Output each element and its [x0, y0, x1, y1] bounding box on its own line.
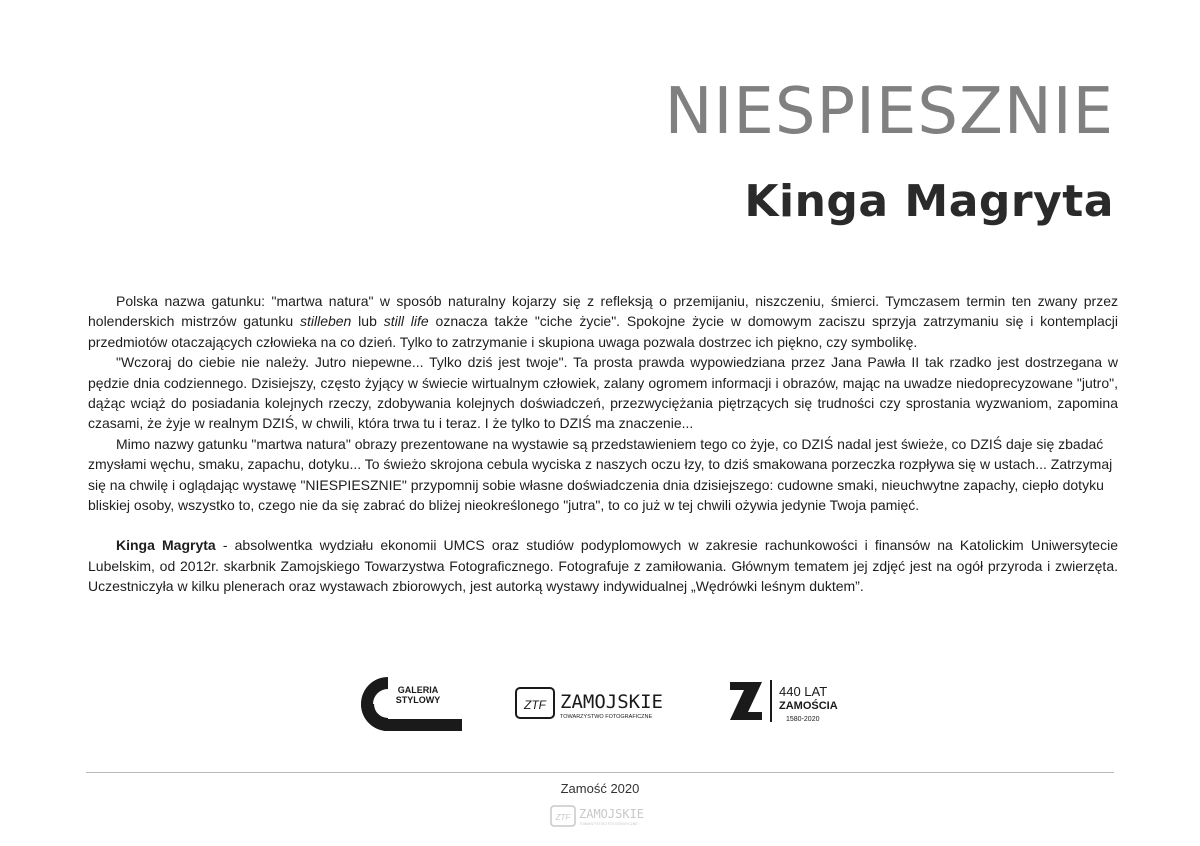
zamosc-line1: 440 LAT	[779, 684, 828, 699]
ztf-logo	[514, 672, 670, 722]
ztf-name: ZAMOJSKIE	[560, 691, 663, 713]
galeria-line1: GALERIA	[397, 685, 439, 695]
galeria-line2: STYLOWY	[395, 695, 441, 705]
author-bio: Kinga Magryta - absolwentka wydziału ekonomii UMCS oraz studiów podyplomowych w zakresie rachunkowości i finansów na Katolickim Uniwersytecie Lubelskim, od 2012r. skarbnik Zamojskiego Towarzystwa Fotograficznego. Fotografuje z zamiłowania. Głównym tematem jej zdjęć jest na ogół przyroda i zwierzęta. Uczestniczyła w kilku plenerach oraz wystawach zbiorowych, jest autorką wystawy indywidualnej „Wędrówki leśnym duktem”.	[88, 537, 1118, 595]
zamosc-440-logo	[728, 672, 848, 728]
footer-divider	[86, 772, 1114, 773]
footer-ztf-sub: TOWARZYSTWO FOTOGRAFICZNE	[579, 822, 638, 826]
partner-logos	[0, 672, 1200, 736]
footer-ztf-name: ZAMOJSKIE	[579, 807, 645, 821]
zamosc-years: 1580-2020	[786, 716, 820, 723]
paragraph-3: Mimo nazwy gatunku "martwa natura" obrazy prezentowane na wystawie są przedstawieniem tego co żyje, co DZIŚ nadal jest świeże, co DZIŚ daje się zbadać zmysłami węchu, smaku, zapachu, dotyku... To świeżo skrojona cebula wyciska z naszych oczu łzy, to dziś smakowana porzeczka rozpływa się w ustach... Zatrzymaj się na chwilę i oglądając wystawę "NIESPIESZNIE" przypomnij sobie własne doświadczenia dnia dzisiejszego: cudowne smaki, nieuchwytne zapachy, ciepło dotyku bliskiej osoby, wszystko to, czego nie da się zabrać do bliżej nieokreślonego "jutra", to co już w tej chwili ożywia jedynie Twoja pamięć.	[88, 435, 1113, 514]
ztf-sub: TOWARZYSTWO FOTOGRAFICZNE	[560, 714, 653, 720]
paragraph-2: "Wczoraj do ciebie nie należy. Jutro niepewne... Tylko dziś jest twoje". Ta prosta prawda wypowiedziana przez Jana Pawła II tak rzadko jest dostrzegana w pędzie dnia codziennego. Dzisiejszy, często żyjący w świecie wirtualnym człowiek, zalany ogromem informacji i obrazów, mając na uwadze niedoprecyzowane "jutro", dążąc wciąż do posiadania kolejnych rzeczy, zdobywania kolejnych doświadczeń, przezwyciężania piętrzących się trudności czy sprostania wyzwaniom, zapomina czasami, że żyje w realnym DZIŚ, w chwili, która trwa tu i teraz. I że tylko to DZIŚ ma znaczenie...	[88, 354, 1118, 432]
galeria-stylowy-logo	[360, 672, 464, 736]
zamosc-line2: ZAMOŚCIA	[779, 700, 838, 712]
exhibition-title: NIESPIESZNIE	[664, 75, 1114, 149]
author-name: Kinga Magryta	[744, 176, 1114, 227]
bio-name: Kinga Magryta	[116, 537, 216, 554]
footer-ztf-mark: ZTF	[555, 813, 571, 822]
description-text	[88, 291, 1118, 597]
paragraph-1: Polska nazwa gatunku: "martwa natura" w sposób naturalny kojarzy się z refleksją o przemijaniu, niszczeniu, śmierci. Tymczasem termin ten zwany przez holenderskich mistrzów gatunku stilleben lub still life oznacza także "ciche życie". Spokojne życie w domowym zaciszu sprzyja zatrzymaniu się i kontemplacji przedmiotów otaczających człowieka na co dzień. Tylko to zatrzymanie i skupiona uwaga pozwala dostrzec ich piękno, czy symbolikę.	[88, 293, 1118, 350]
footer-place-date: Zamość 2020	[560, 781, 640, 796]
footer-ztf-logo	[549, 800, 653, 830]
ztf-mark: ZTF	[524, 698, 546, 712]
